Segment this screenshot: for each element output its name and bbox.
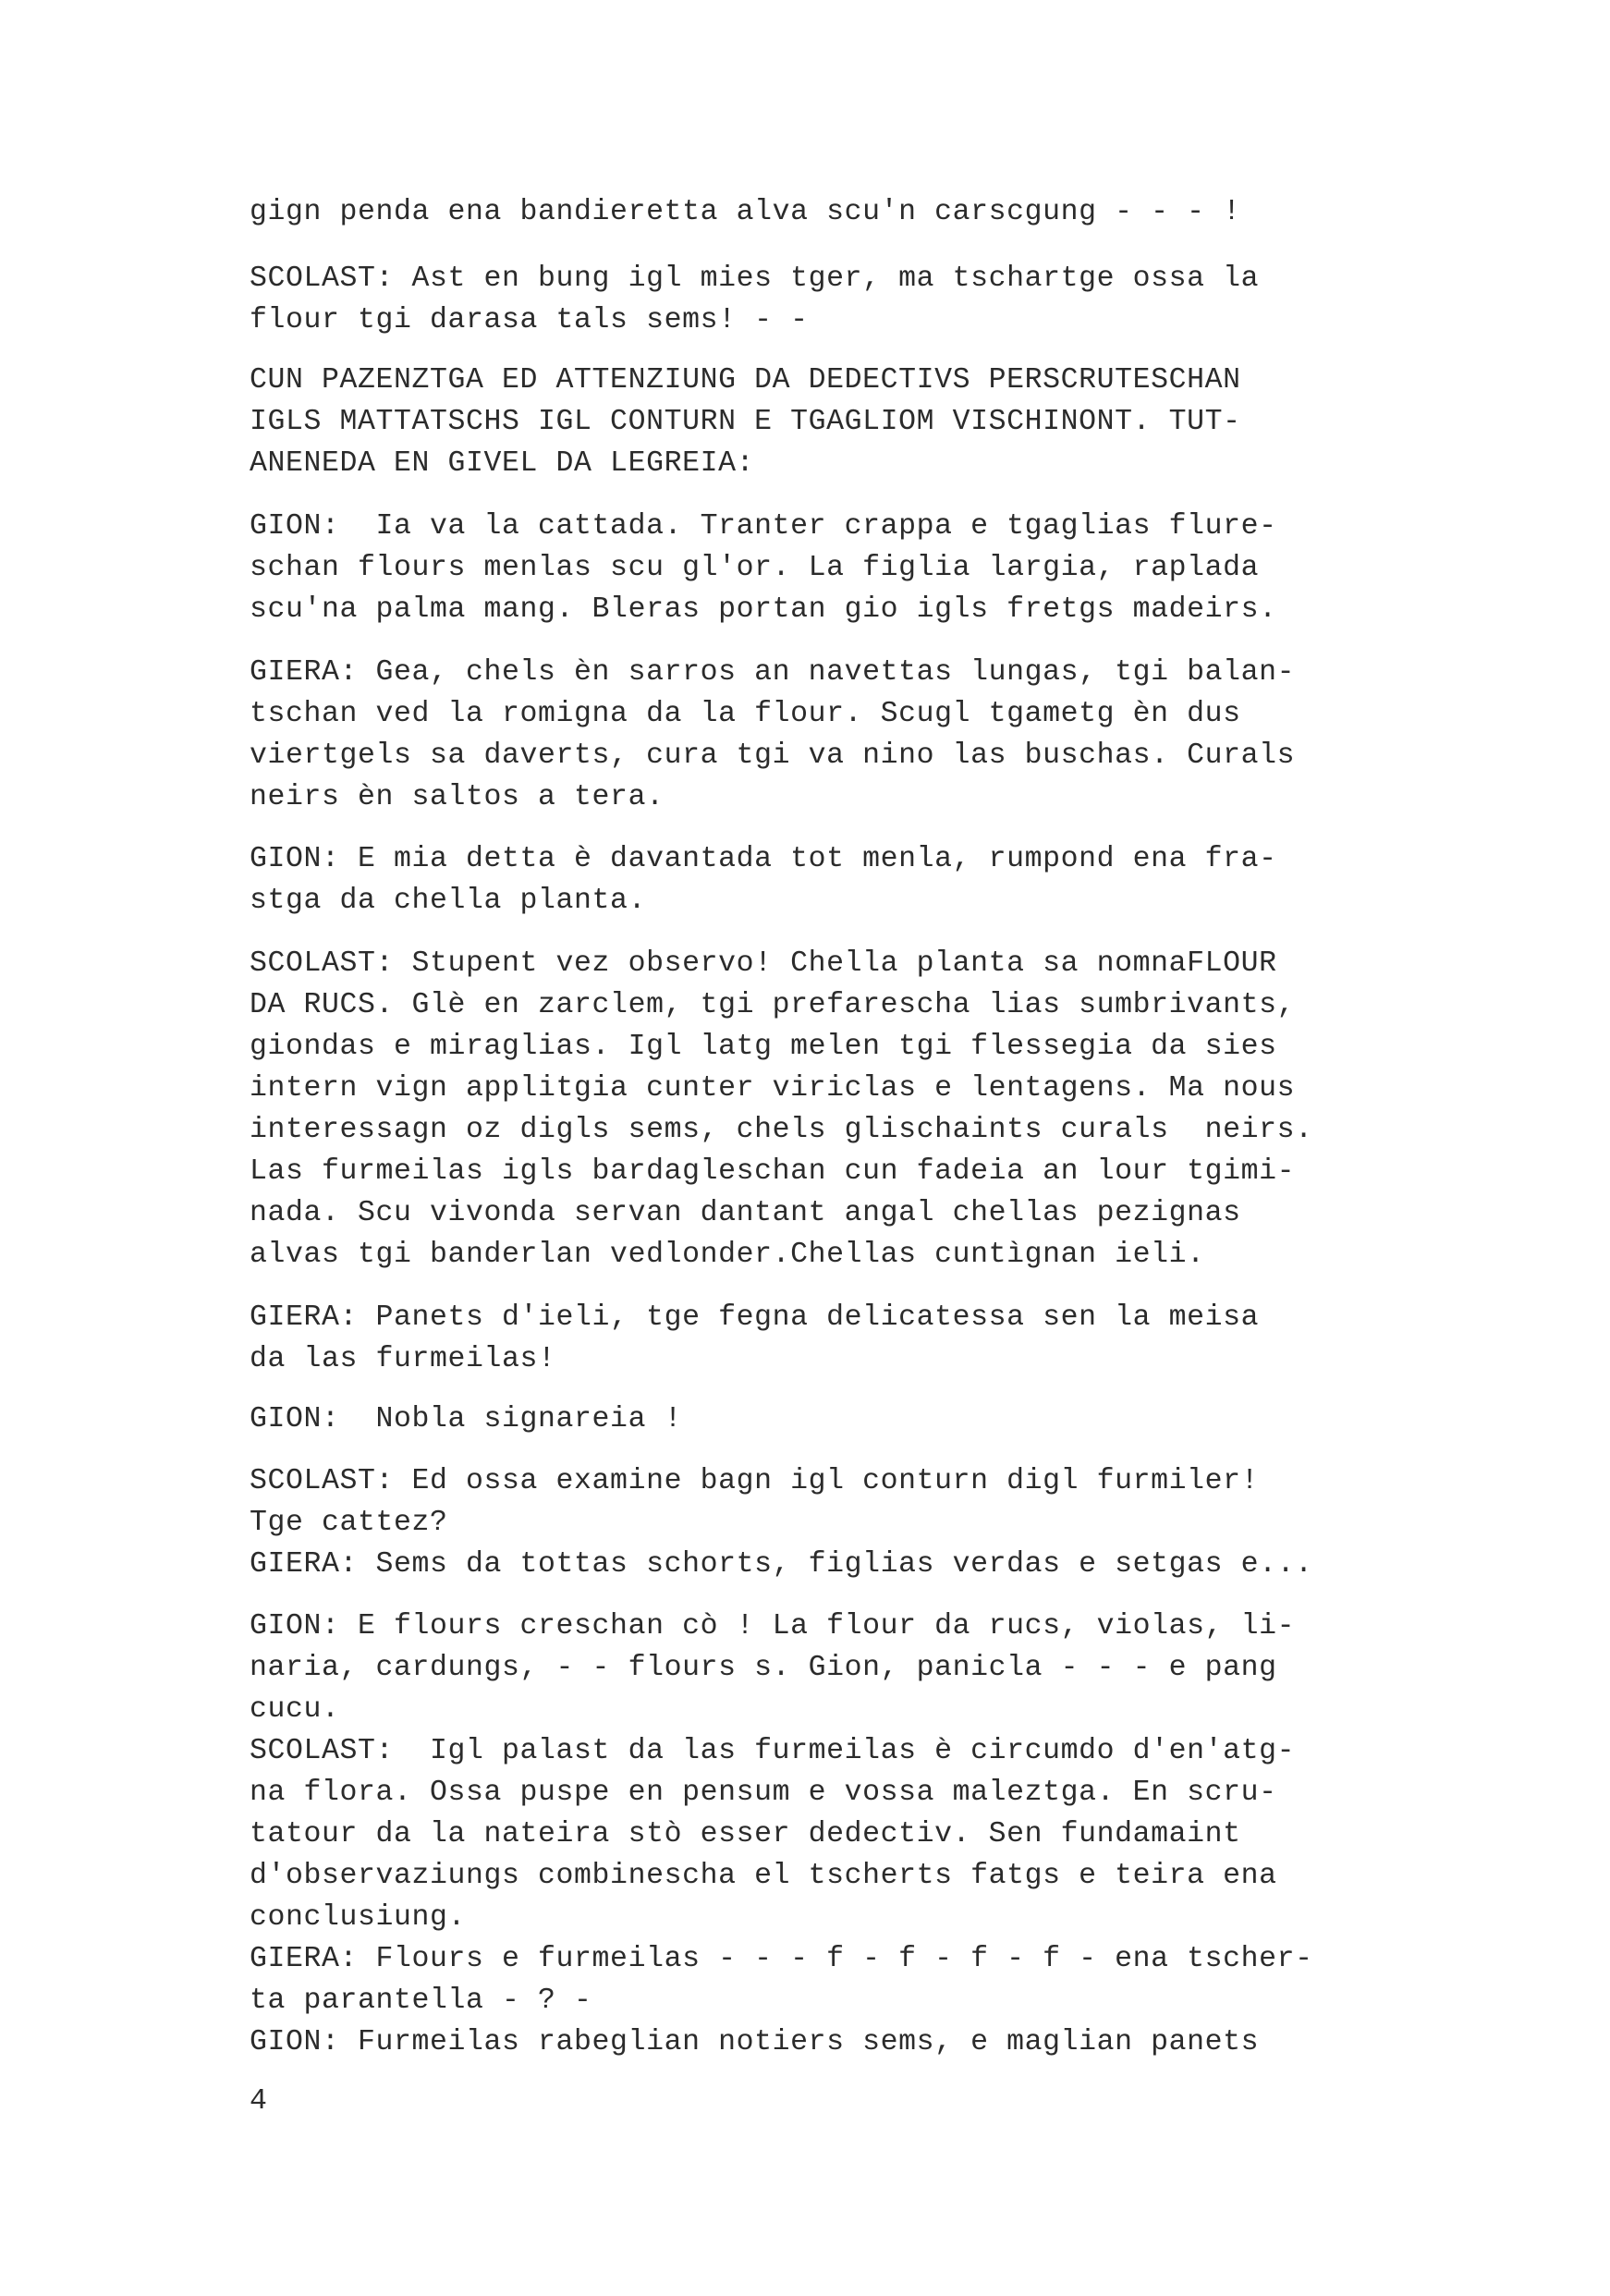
text-line: intern vign applitgia cunter viriclas e lentagens. Ma nous (250, 1072, 1296, 1105)
text-line: scu'na palma mang. Bleras portan gio igls fretgs madeirs. (250, 593, 1277, 626)
text-line: Tge cattez? (250, 1507, 448, 1539)
page-number: 4 (250, 2085, 267, 2118)
text-line: viertgels sa daverts, cura tgi va nino las buschas. Curals (250, 739, 1296, 772)
text-line: SCOLAST: Ed ossa examine bagn igl conturn digl furmiler! (250, 1465, 1260, 1497)
text-line: flour tgi darasa tals sems! - - (250, 304, 809, 336)
text-line: tatour da la nateira stò esser dedectiv. Sen fundamaint (250, 1818, 1241, 1850)
text-line: gign penda ena bandieretta alva scu'n carscgung - - - ! (250, 196, 1241, 228)
document-body (250, 194, 1451, 2228)
text-line: GIERA: Gea, chels èn sarros an navettas lungas, tgi balan- (250, 656, 1296, 689)
text-line: Las furmeilas igls bardagleschan cun fadeia an lour tgimi- (250, 1155, 1296, 1188)
text-line: schan flours menlas scu gl'or. La figlia largia, raplada (250, 552, 1260, 584)
text-line: na flora. Ossa puspe en pensum e vossa maleztga. En scru- (250, 1777, 1277, 1809)
text-line: conclusiung. (250, 1901, 467, 1934)
text-line: cucu. (250, 1693, 340, 1726)
text-line: DA RUCS. Glè en zarclem, tgi prefarescha lias sumbrivants, (250, 989, 1296, 1021)
text-line: stga da chella planta. (250, 885, 647, 917)
text-line: SCOLAST: Stupent vez observo! Chella planta sa nomnaFLOUR (250, 947, 1277, 980)
text-line: GION: Furmeilas rabeglian notiers sems, e maglian panets (250, 2026, 1260, 2058)
text-line: GIERA: Sems da tottas schorts, figlias verdas e setgas e... (250, 1548, 1313, 1581)
text-line: CUN PAZENZTGA ED ATTENZIUNG DA DEDECTIVS PERSCRUTESCHAN (250, 364, 1241, 397)
text-line: GION: Ia va la cattada. Tranter crappa e tgaglias flure- (250, 510, 1277, 543)
text-line: ANENEDA EN GIVEL DA LEGREIA: (250, 447, 755, 480)
text-line: GIERA: Panets d'ieli, tge fegna delicatessa sen la meisa (250, 1301, 1260, 1334)
text-line: SCOLAST: Ast en bung igl mies tger, ma tschartge ossa la (250, 263, 1260, 295)
text-line: interessagn oz digls sems, chels glischaints curals neirs. (250, 1114, 1313, 1146)
text-line: GION: Nobla signareia ! (250, 1403, 683, 1435)
text-line: alvas tgi banderlan vedlonder.Chellas cuntìgnan ieli. (250, 1239, 1205, 1271)
text-line: SCOLAST: Igl palast da las furmeilas è circumdo d'en'atg- (250, 1735, 1296, 1767)
text-line: GIERA: Flours e furmeilas - - - f - f - f - f - ena tscher- (250, 1943, 1313, 1975)
text-line: ta parantella - ? - (250, 1985, 592, 2017)
text-line: tschan ved la romigna da la flour. Scugl tgametg èn dus (250, 698, 1241, 730)
text-line: da las furmeilas! (250, 1343, 556, 1375)
text-line: nada. Scu vivonda servan dantant angal chellas pezignas (250, 1197, 1241, 1229)
text-line: GION: E mia detta è davantada tot menla, rumpond ena fra- (250, 843, 1277, 875)
text-line: giondas e miraglias. Igl latg melen tgi flessegia da sies (250, 1031, 1277, 1063)
text-line: neirs èn saltos a tera. (250, 781, 665, 813)
text-line: naria, cardungs, - - flours s. Gion, panicla - - - e pang (250, 1652, 1277, 1684)
text-line: IGLS MATTATSCHS IGL CONTURN E TGAGLIOM VISCHINONT. TUT- (250, 406, 1241, 438)
text-line: GION: E flours creschan cò ! La flour da rucs, violas, li- (250, 1610, 1296, 1643)
text-line: d'observaziungs combinescha el tscherts fatgs e teira ena (250, 1860, 1277, 1892)
